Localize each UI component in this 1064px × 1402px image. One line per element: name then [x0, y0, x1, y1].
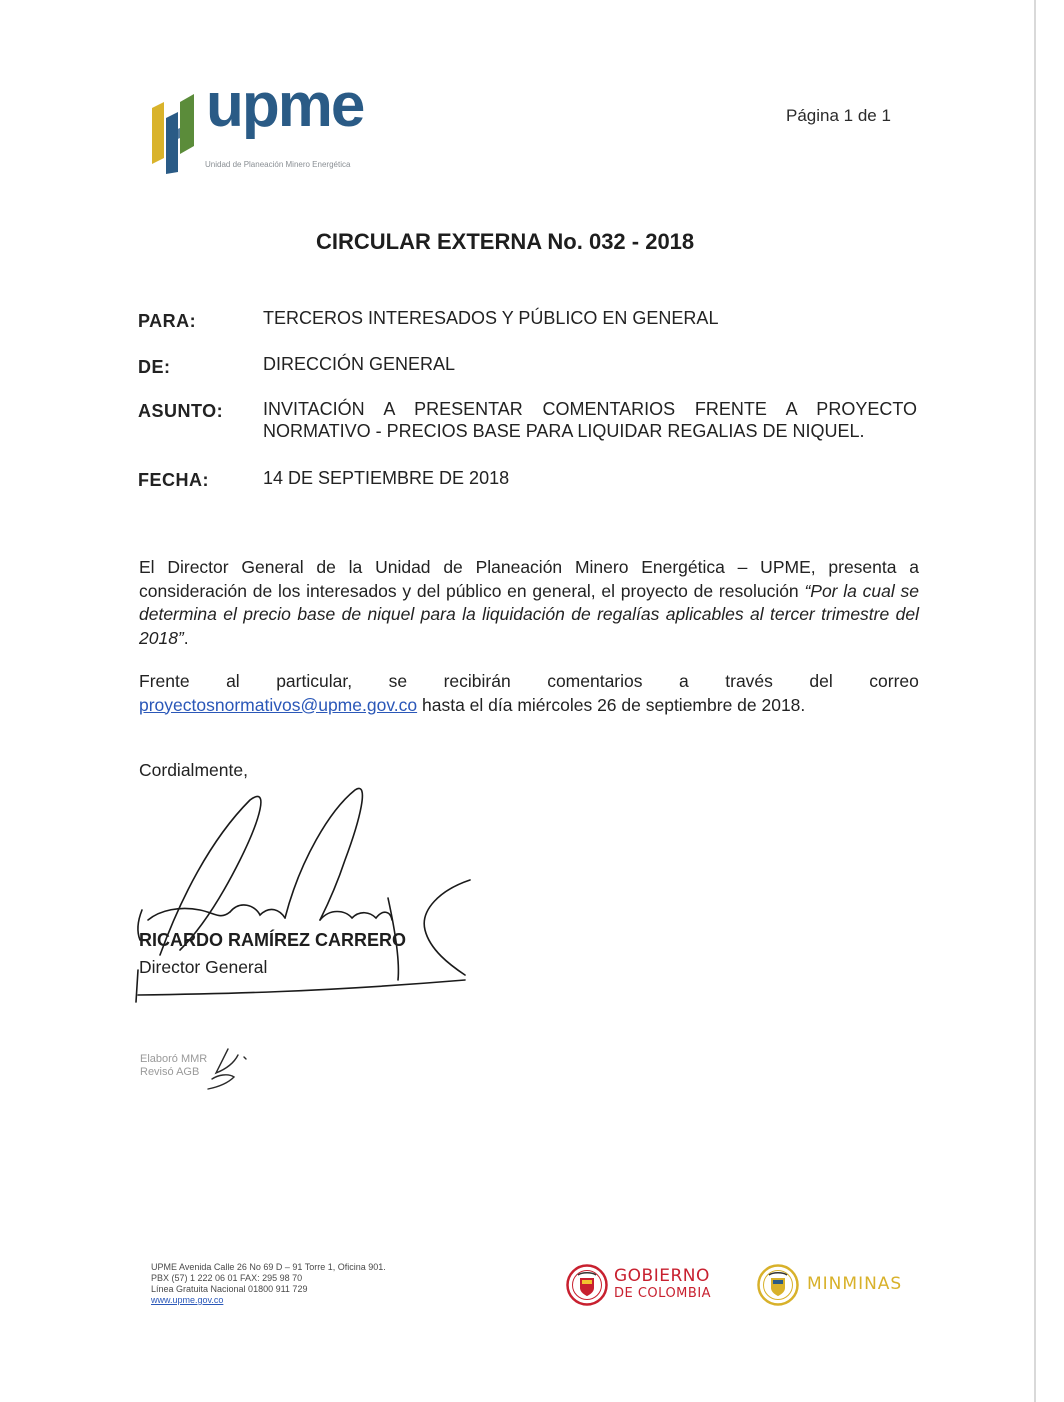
upme-logo [150, 71, 410, 176]
word: particular, [276, 671, 353, 691]
gobierno-de-colombia-logo [566, 1264, 736, 1308]
footer-address-line-1: UPME Avenida Calle 26 No 69 D – 91 Torre 1, Oficina 901. [151, 1262, 386, 1272]
gobierno-line-1: GOBIERNO [614, 1266, 710, 1286]
elaboro-line: Elaboró MMR [140, 1053, 208, 1065]
para-label: PARA: [138, 311, 197, 331]
word: recibirán [443, 671, 511, 691]
word: Frente [139, 671, 190, 691]
signer-role: Director General [139, 957, 268, 977]
asunto-value-line2: NORMATIVO - PRECIOS BASE PARA LIQUIDAR REGALIAS DE NIQUEL. [263, 421, 865, 441]
body-paragraph-1 [139, 556, 919, 650]
scan-page-edge [1034, 0, 1036, 1402]
fecha-label: FECHA: [138, 470, 209, 490]
minminas-seal-icon [757, 1264, 799, 1306]
paragraph-1-end: . [183, 627, 189, 648]
colombia-coat-of-arms-icon [566, 1264, 608, 1306]
signer-name: RICARDO RAMÍREZ CARRERO [139, 930, 406, 950]
gobierno-line-2: DE COLOMBIA [614, 1286, 712, 1301]
minminas-logo [757, 1264, 917, 1306]
footer-address-line-3: Línea Gratuita Nacional 01800 911 729 [151, 1284, 308, 1294]
minminas-text: MINMINAS [807, 1274, 903, 1294]
upme-logo-mark-icon [150, 88, 202, 174]
gobierno-text [614, 1267, 711, 1303]
reviso-line: Revisó AGB [140, 1066, 200, 1078]
resolution-title-quote: “Por la cual se determina el precio base de niquel para la liquidación de regalías aplicables al tercer trimestre del 2018” [139, 580, 919, 648]
asunto-value-line1: INVITACIÓN A PRESENTAR COMENTARIOS FRENTE A PROYECTO [263, 399, 917, 419]
asunto-label: ASUNTO: [138, 401, 224, 421]
footer-website-link[interactable]: www.upme.gov.co [151, 1295, 224, 1305]
initials-scribble [198, 1043, 258, 1093]
para-value: TERCEROS INTERESADOS Y PÚBLICO EN GENERAL [263, 308, 719, 328]
de-value: DIRECCIÓN GENERAL [263, 354, 456, 374]
paragraph-1-text: El Director General de la Unidad de Planeación Minero Energética – UPME, presenta a consideración de los interesados y del público en general, el proyecto de resolución [139, 557, 919, 601]
body-paragraph-2 [139, 670, 919, 717]
footer-address-line-2: PBX (57) 1 222 06 01 FAX: 295 98 70 [151, 1273, 303, 1283]
word: correo [869, 671, 919, 691]
page-number: Página 1 de 1 [786, 106, 891, 125]
word: al [226, 671, 240, 691]
closing-salutation: Cordialmente, [139, 760, 248, 780]
de-label: DE: [138, 357, 171, 377]
paragraph-2-line-1 [139, 670, 919, 694]
word: se [388, 671, 408, 691]
word: del [809, 671, 833, 691]
email-link[interactable]: proyectosnormativos@upme.gov.co [139, 694, 418, 715]
word: través [725, 671, 773, 691]
upme-logo-subtitle: Unidad de Planeación Minero Energética [205, 160, 351, 169]
word: a [679, 671, 689, 691]
word: comentarios [547, 671, 643, 691]
document-title: CIRCULAR EXTERNA No. 032 - 2018 [316, 229, 695, 254]
footer-address [151, 1262, 386, 1306]
fecha-value: 14 DE SEPTIEMBRE DE 2018 [263, 468, 510, 488]
paragraph-2-end: hasta el día miércoles 26 de septiembre de 2018. [417, 694, 806, 715]
paragraph-2-line-2 [139, 694, 919, 718]
upme-logo-word: upme [206, 71, 364, 140]
